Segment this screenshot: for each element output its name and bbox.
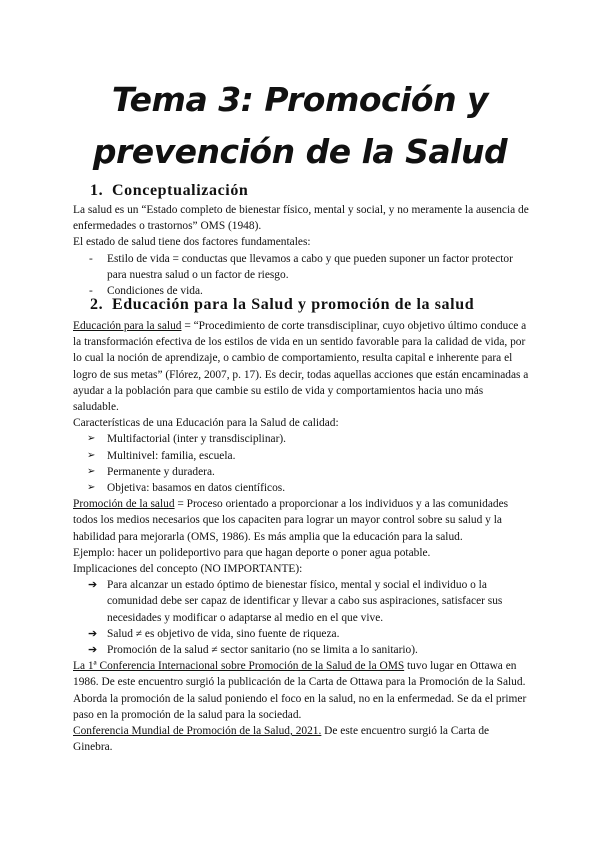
implications-intro: Implicaciones del concepto (NO IMPORTANTE):: [73, 563, 303, 576]
arrowhead-bullet-icon: ➢: [87, 465, 96, 477]
health-factors-list: [73, 251, 529, 300]
list-item: - Condiciones de vida.: [73, 283, 529, 299]
section-2-number: 2.: [90, 296, 104, 313]
section-1-body: [73, 202, 529, 299]
section-1-number: 1.: [90, 182, 104, 199]
arrowhead-bullet-icon: ➢: [87, 449, 96, 461]
arrowhead-bullet-icon: ➢: [87, 482, 96, 494]
health-factors-intro: El estado de salud tiene dos factores fundamentales:: [73, 236, 311, 249]
eps-definition: [73, 318, 529, 415]
list-item: [73, 464, 529, 480]
arrow-bullet-icon: ➔: [88, 644, 98, 657]
section-2-body: [73, 318, 529, 755]
ottawa-conference: [73, 658, 529, 723]
section-1-heading: [90, 182, 248, 200]
implications-list: [73, 577, 529, 658]
list-item: [73, 431, 529, 447]
title-line-1: Tema 3: Promoción y: [111, 80, 489, 119]
geneva-conference: [73, 723, 529, 755]
list-item-text: Multinivel: familia, escuela.: [107, 449, 236, 462]
list-item: [73, 626, 529, 642]
example-text: Ejemplo: hacer un polideportivo para que hagan deporte o poner agua potable.: [73, 546, 431, 559]
list-item: [73, 480, 529, 496]
section-2-title: Educación para la Salud y promoción de la salud: [112, 296, 475, 313]
arrow-bullet-icon: ➔: [88, 627, 98, 640]
list-item-text: Para alcanzar un estado óptimo de bienestar físico, mental y social el individuo o la comunidad debe ser capaz de identificar y llevar a cabo sus aspiraciones, satisfacer sus necesidades y modificar o adaptarse al medio en el que vive.: [107, 579, 503, 624]
list-item-text: Permanente y duradera.: [107, 465, 215, 478]
list-item: [73, 642, 529, 658]
section-1-title: Conceptualización: [112, 182, 249, 199]
health-definition: La salud es un “Estado completo de bienestar físico, mental y social, y no meramente la ausencia de enfermedades o trastornos” OMS (1948).: [73, 204, 529, 233]
arrow-bullet-icon: ➔: [88, 579, 98, 592]
list-item: [73, 448, 529, 464]
ps-term: Promoción de la salud: [73, 498, 175, 511]
ps-definition-text: = Proceso orientado a proporcionar a los individuos y a las comunidades todos los medios necesarios que los capaciten para lograr un mayor control sobre su salud y la habilidad para mejorarla (OMS, 1986). Es más amplia que la educación para la salud.: [73, 498, 509, 543]
arrowhead-bullet-icon: ➢: [87, 433, 96, 445]
ps-definition: [73, 496, 529, 545]
list-item-text: Salud ≠ es objetivo de vida, sino fuente de riqueza.: [107, 627, 340, 640]
section-2-heading: [90, 296, 474, 314]
eps-term: Educación para la salud: [73, 320, 182, 332]
list-item: - Estilo de vida = conductas que llevamos a cabo y que pueden suponer un factor protector para nuestra salud o un factor de riesgo.: [73, 251, 529, 283]
geneva-conference-term: Conferencia Mundial de Promoción de la Salud, 2021.: [73, 725, 322, 738]
list-item: [73, 577, 529, 626]
ottawa-conference-text: tuvo lugar en Ottawa en 1986. De este encuentro surgió la publicación de la Carta de Ottawa para la Promoción de la Salud. Aborda la promoción de la salud poniendo el foco en la salud, no en la enfermedad. Se da el primer paso en la promoción de la salud para la sociedad.: [73, 660, 527, 721]
ottawa-conference-term: La 1ª Conferencia Internacional sobre Promoción de la Salud de la OMS: [73, 660, 405, 673]
list-item-text: Multifactorial (inter y transdisciplinar).: [107, 433, 287, 446]
list-item-text: Promoción de la salud ≠ sector sanitario (no se limita a lo sanitario).: [107, 644, 418, 657]
list-item-text: Objetiva: basamos en datos científicos.: [107, 482, 286, 495]
eps-definition-text: = “Procedimiento de corte transdisciplinar, cuyo objetivo último conduce a la transformación efectiva de los estilos de vida en un sentido favorable para la calidad de vida, por lo cual la noción de aprendizaje, o cambio de comportamiento, resulta capital e inherente para el logro de sus metas” (Flórez, 2007, p. 17). Es decir, todas aquellas acciones que están encaminadas a ayudar a la población para que cambie su estilo de vida y comportamientos hacia uno más saludable.: [73, 320, 529, 414]
geneva-conference-text: De este encuentro surgió la Carta de Ginebra.: [73, 725, 490, 754]
characteristics-list: [73, 431, 529, 496]
title-line-2: prevención de la Salud: [92, 132, 508, 171]
characteristics-intro: Características de una Educación para la Salud de calidad:: [73, 417, 339, 430]
